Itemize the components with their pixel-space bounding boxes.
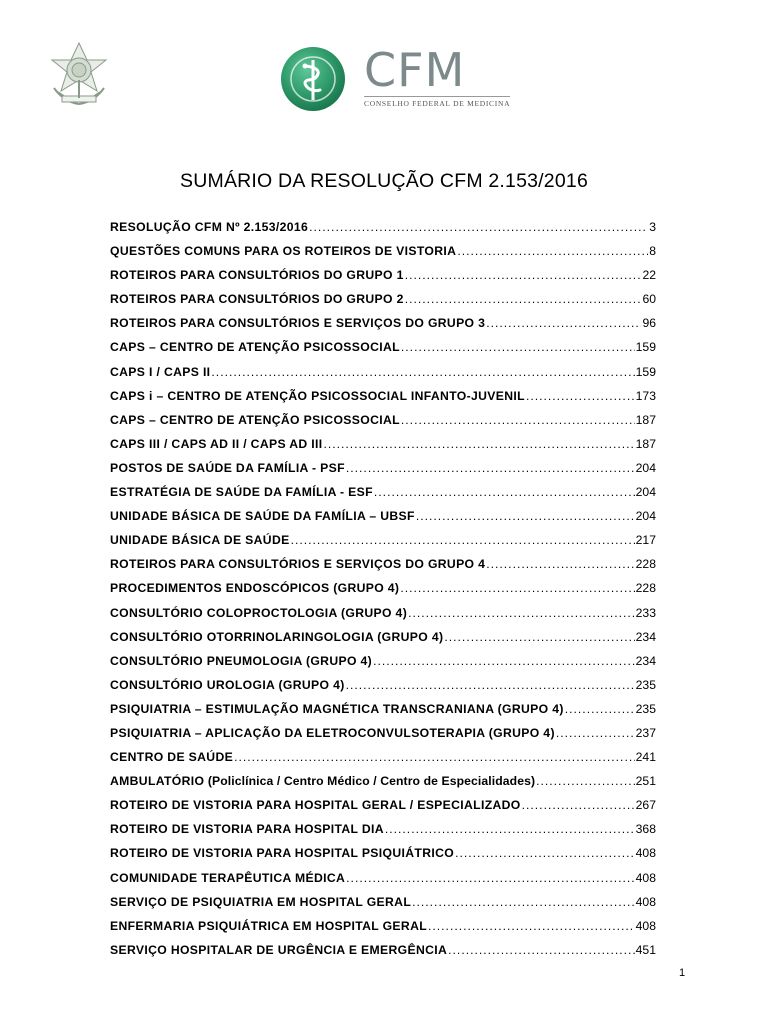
toc-entry-page: 204 bbox=[635, 509, 656, 524]
toc-entry-label: ROTEIROS PARA CONSULTÓRIOS E SERVIÇOS DO GRUPO 4 bbox=[110, 557, 486, 572]
brasao-seal-icon bbox=[44, 40, 114, 110]
toc-dot-leader bbox=[374, 485, 635, 499]
toc-dot-leader bbox=[400, 581, 634, 595]
toc-entry[interactable] bbox=[110, 726, 656, 750]
toc-entry-page: 3 bbox=[649, 220, 656, 234]
toc-entry[interactable] bbox=[110, 485, 656, 509]
caduceus-logo-icon bbox=[280, 46, 346, 112]
toc-entry[interactable] bbox=[110, 220, 656, 244]
toc-dot-leader bbox=[457, 244, 648, 258]
toc-entry-label: CONSULTÓRIO PNEUMOLOGIA (GRUPO 4) bbox=[110, 653, 373, 668]
toc-entry-label: PROCEDIMENTOS ENDOSCÓPICOS (GRUPO 4) bbox=[110, 581, 400, 596]
toc-entry-label: CENTRO DE SAÚDE bbox=[110, 750, 234, 765]
toc-dot-leader bbox=[455, 846, 635, 860]
toc-entry-label: CAPS III / CAPS AD II / CAPS AD III bbox=[110, 436, 323, 451]
toc-entry[interactable] bbox=[110, 292, 656, 316]
toc-entry[interactable] bbox=[110, 316, 656, 340]
toc-entry-page: 237 bbox=[635, 725, 656, 740]
toc-entry-label: ENFERMARIA PSIQUIÁTRICA EM HOSPITAL GERAL bbox=[110, 918, 428, 933]
toc-dot-leader bbox=[401, 340, 635, 354]
toc-entry-label: PSIQUIATRIA – ESTIMULAÇÃO MAGNÉTICA TRANSCRANIANA (GRUPO 4) bbox=[110, 701, 564, 716]
toc-entry-label: COMUNIDADE TERAPÊUTICA MÉDICA bbox=[110, 870, 346, 885]
toc-dot-leader bbox=[211, 365, 634, 379]
toc-entry[interactable] bbox=[110, 268, 656, 292]
toc-dot-leader bbox=[536, 774, 635, 788]
toc-entry-label: PSIQUIATRIA – APLICAÇÃO DA ELETROCONVULSOTERAPIA (GRUPO 4) bbox=[110, 725, 555, 740]
toc-dot-leader bbox=[565, 702, 635, 716]
toc-dot-leader bbox=[486, 557, 634, 571]
toc-dot-leader bbox=[428, 919, 635, 933]
toc-entry-label: SERVIÇO DE PSIQUIATRIA EM HOSPITAL GERAL bbox=[110, 894, 412, 909]
toc-entry[interactable] bbox=[110, 533, 656, 557]
document-title: SUMÁRIO DA RESOLUÇÃO CFM 2.153/2016 bbox=[180, 170, 588, 192]
toc-dot-leader bbox=[373, 654, 635, 668]
toc-entry-label: ROTEIRO DE VISTORIA PARA HOSPITAL PSIQUIÁTRICO bbox=[110, 846, 455, 861]
toc-entry-label: UNIDADE BÁSICA DE SAÚDE DA FAMÍLIA – UBSF bbox=[110, 509, 415, 524]
toc-dot-leader bbox=[323, 437, 634, 451]
toc-entry[interactable] bbox=[110, 822, 656, 846]
toc-entry[interactable] bbox=[110, 365, 656, 389]
toc-dot-leader bbox=[234, 750, 635, 764]
toc-entry-label: CONSULTÓRIO UROLOGIA (GRUPO 4) bbox=[110, 677, 345, 692]
toc-entry[interactable] bbox=[110, 774, 656, 798]
toc-entry[interactable] bbox=[110, 895, 656, 919]
toc-entry-page: 228 bbox=[635, 557, 656, 572]
toc-entry-page: 235 bbox=[635, 677, 656, 692]
toc-entry[interactable] bbox=[110, 943, 656, 967]
toc-entry-page: 96 bbox=[642, 316, 656, 331]
toc-entry-label: CAPS I / CAPS II bbox=[110, 364, 211, 379]
toc-entry-label: RESOLUÇÃO CFM Nº 2.153/2016 bbox=[110, 220, 309, 234]
toc-dot-leader bbox=[346, 461, 635, 475]
toc-entry-label: ROTEIRO DE VISTORIA PARA HOSPITAL GERAL / ESPECIALIZADO bbox=[110, 798, 521, 813]
toc-entry-page: 368 bbox=[635, 822, 656, 837]
toc-dot-leader bbox=[416, 509, 635, 523]
toc-entry[interactable] bbox=[110, 678, 656, 702]
toc-dot-leader bbox=[405, 268, 642, 282]
toc-entry-page: 159 bbox=[635, 364, 656, 379]
toc-entry-page: 408 bbox=[635, 894, 656, 909]
toc-dot-leader bbox=[412, 895, 635, 909]
toc-entry[interactable] bbox=[110, 702, 656, 726]
toc-entry-page: 408 bbox=[635, 870, 656, 885]
toc-dot-leader bbox=[408, 606, 635, 620]
toc-entry[interactable] bbox=[110, 461, 656, 485]
toc-entry-label: CONSULTÓRIO OTORRINOLARINGOLOGIA (GRUPO 4) bbox=[110, 629, 444, 644]
toc-entry[interactable] bbox=[110, 750, 656, 774]
toc-entry-page: 235 bbox=[635, 701, 656, 716]
toc-entry[interactable] bbox=[110, 389, 656, 413]
toc-entry-page: 187 bbox=[635, 436, 656, 451]
toc-entry-page: 251 bbox=[635, 774, 656, 789]
toc-entry-page: 228 bbox=[635, 581, 656, 596]
toc-entry-page: 22 bbox=[642, 268, 656, 283]
toc-entry-label: UNIDADE BÁSICA DE SAÚDE bbox=[110, 533, 290, 548]
toc-dot-leader bbox=[444, 630, 634, 644]
cfm-logo bbox=[280, 43, 511, 112]
toc-entry[interactable] bbox=[110, 919, 656, 943]
toc-dot-leader bbox=[401, 413, 635, 427]
toc-entry-page: 408 bbox=[635, 918, 656, 933]
toc-entry[interactable] bbox=[110, 581, 656, 605]
toc-entry-label: SERVIÇO HOSPITALAR DE URGÊNCIA E EMERGÊNCIA bbox=[110, 942, 448, 957]
toc-entry[interactable] bbox=[110, 654, 656, 678]
toc-entry-label: ROTEIROS PARA CONSULTÓRIOS E SERVIÇOS DO GRUPO 3 bbox=[110, 316, 486, 331]
toc-entry-label: CAPS i – CENTRO DE ATENÇÃO PSICOSSOCIAL INFANTO-JUVENIL bbox=[110, 388, 525, 403]
toc-entry-label: CONSULTÓRIO COLOPROCTOLOGIA (GRUPO 4) bbox=[110, 605, 408, 620]
toc-entry[interactable] bbox=[110, 557, 656, 581]
toc-entry-page: 60 bbox=[642, 292, 656, 307]
toc-entry-page: 8 bbox=[649, 244, 656, 259]
toc-entry[interactable] bbox=[110, 798, 656, 822]
toc-entry-page: 159 bbox=[635, 340, 656, 355]
toc-entry-page: 204 bbox=[635, 485, 656, 500]
toc-dot-leader bbox=[405, 292, 642, 306]
toc-entry-label: CAPS – CENTRO DE ATENÇÃO PSICOSSOCIAL bbox=[110, 340, 400, 355]
toc-dot-leader bbox=[556, 726, 635, 740]
toc-dot-leader bbox=[309, 220, 648, 234]
toc-entry[interactable] bbox=[110, 437, 656, 461]
toc-dot-leader bbox=[526, 389, 635, 403]
toc-entry-page: 234 bbox=[635, 629, 656, 644]
toc-entry-page: 241 bbox=[635, 750, 656, 765]
table-of-contents bbox=[110, 220, 656, 967]
toc-entry-label: ROTEIROS PARA CONSULTÓRIOS DO GRUPO 2 bbox=[110, 292, 404, 307]
toc-entry[interactable] bbox=[110, 340, 656, 364]
toc-entry-page: 187 bbox=[635, 412, 656, 427]
toc-dot-leader bbox=[291, 533, 635, 547]
page-number: 1 bbox=[679, 967, 686, 979]
toc-entry-label: AMBULATÓRIO (Policlínica / Centro Médico / Centro de Especialidades) bbox=[110, 774, 536, 789]
toc-entry[interactable] bbox=[110, 413, 656, 437]
toc-dot-leader bbox=[346, 678, 635, 692]
toc-entry-label: ROTEIROS PARA CONSULTÓRIOS DO GRUPO 1 bbox=[110, 268, 404, 283]
toc-entry[interactable] bbox=[110, 871, 656, 895]
toc-entry-label: QUESTÕES COMUNS PARA OS ROTEIROS DE VISTORIA bbox=[110, 244, 457, 259]
toc-entry[interactable] bbox=[110, 606, 656, 630]
toc-dot-leader bbox=[346, 871, 634, 885]
toc-entry[interactable] bbox=[110, 509, 656, 533]
toc-dot-leader bbox=[522, 798, 635, 812]
toc-entry-page: 451 bbox=[635, 942, 656, 957]
toc-entry-page: 173 bbox=[635, 388, 656, 403]
toc-entry[interactable] bbox=[110, 846, 656, 870]
toc-entry-page: 217 bbox=[635, 533, 656, 548]
toc-entry-page: 408 bbox=[635, 846, 656, 861]
toc-entry-page: 267 bbox=[635, 798, 656, 813]
toc-entry-page: 234 bbox=[635, 653, 656, 668]
toc-entry-label: ROTEIRO DE VISTORIA PARA HOSPITAL DIA bbox=[110, 822, 384, 837]
toc-dot-leader bbox=[448, 943, 635, 957]
toc-dot-leader bbox=[486, 316, 641, 330]
toc-entry[interactable] bbox=[110, 630, 656, 654]
toc-entry-page: 233 bbox=[635, 605, 656, 620]
toc-entry-page: 204 bbox=[635, 460, 656, 475]
toc-entry-label: POSTOS DE SAÚDE DA FAMÍLIA - PSF bbox=[110, 460, 345, 475]
toc-dot-leader bbox=[385, 822, 635, 836]
toc-entry-label: CAPS – CENTRO DE ATENÇÃO PSICOSSOCIAL bbox=[110, 412, 400, 427]
toc-entry-label: ESTRATÉGIA DE SAÚDE DA FAMÍLIA - ESF bbox=[110, 485, 373, 500]
logo-subtitle: CONSELHO FEDERAL DE MEDICINA bbox=[364, 96, 510, 108]
logo-wordmark: CFM bbox=[364, 43, 466, 97]
toc-entry[interactable] bbox=[110, 244, 656, 268]
